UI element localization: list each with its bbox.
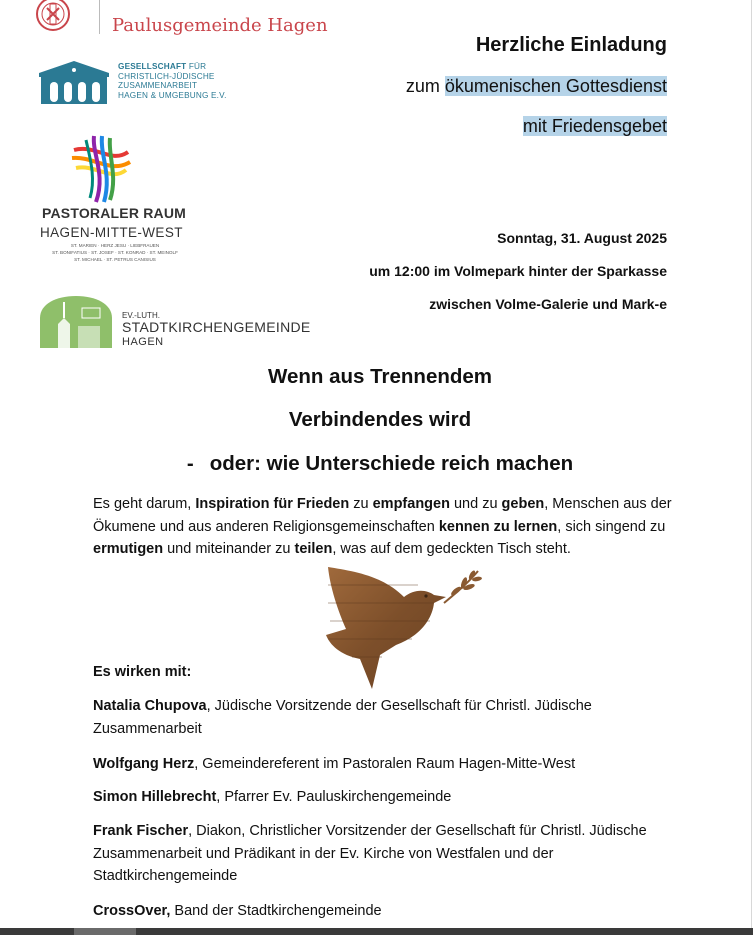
headline-line-2: Verbindendes wird bbox=[288, 408, 472, 431]
parish-name: Paulusgemeinde Hagen bbox=[112, 15, 328, 36]
gcjz-building-icon bbox=[37, 59, 111, 104]
contributor-item: CrossOver, Band der Stadtkirchengemeinde bbox=[93, 903, 382, 919]
pastoral-raum-cross-icon bbox=[66, 134, 136, 204]
event-date: Sonntag, 31. August 2025 bbox=[497, 230, 667, 246]
invitation-subtitle-2 bbox=[523, 116, 667, 137]
wooden-dove-icon bbox=[322, 563, 482, 693]
logo-divider bbox=[99, 0, 100, 34]
pastoral-raum-title: PASTORALER RAUM bbox=[42, 205, 187, 221]
horizontal-scrollbar[interactable] bbox=[0, 928, 753, 935]
stadtkirche-city: HAGEN bbox=[122, 336, 164, 348]
invitation-title: Herzliche Einladung bbox=[475, 34, 667, 56]
gcjz-name: GESELLSCHAFT FÜR CHRISTLICH-JÜDISCHE ZUSAMMENARBEIT HAGEN & UMGEBUNG E.V. bbox=[118, 62, 227, 100]
headline-line-3: - oder: wie Unterschiede reich machen bbox=[186, 452, 574, 475]
highlighted-text: mit Friedensgebet bbox=[522, 116, 667, 136]
paulus-seal-icon bbox=[35, 0, 71, 34]
event-location: zwischen Volme-Galerie und Mark-e bbox=[429, 296, 667, 312]
contributor-item: Natalia Chupova, Jüdische Vorsitzende der Gesellschaft für Christl. Jüdische Zusammenarbeit bbox=[93, 698, 592, 737]
event-time-place: um 12:00 im Volmepark hinter der Sparkasse bbox=[369, 263, 667, 279]
stadtkirche-church-icon bbox=[38, 294, 114, 348]
contributor-item: Wolfgang Herz, Gemeindereferent im Pastoralen Raum Hagen-Mitte-West bbox=[93, 756, 576, 772]
stadtkirche-prefix: EV.-LUTH. bbox=[122, 311, 160, 320]
contributor-item: Simon Hillebrecht, Pfarrer Ev. Pauluskirchengemeinde bbox=[93, 789, 452, 805]
intro-paragraph: Es geht darum, Inspiration für Frieden zu empfangen und zu geben, Menschen aus der Ökumene und aus anderen Religionsgemeinschaften kennen zu lernen, sich singend zu ermutigen und miteinander zu teilen, was auf dem gedeckten Tisch steht. bbox=[93, 496, 672, 557]
pastoral-raum-subtitle: HAGEN-MITTE-WEST bbox=[40, 225, 183, 240]
stadtkirche-name: STADTKIRCHENGEMEINDE bbox=[122, 319, 311, 335]
headline-line-1: Wenn aus Trennendem bbox=[267, 365, 493, 388]
contributors-heading: Es wirken mit: bbox=[93, 664, 192, 680]
scrollbar-thumb[interactable] bbox=[74, 928, 136, 935]
contributor-item: Frank Fischer, Diakon, Christlicher Vorsitzender der Gesellschaft für Christl. Jüdische Zusammenarbeit und Prädikant in der Ev. Kirche von Westfalen und der Stadtkirchengemeinde bbox=[93, 823, 647, 884]
highlighted-text: ökumenischen Gottesdienst bbox=[444, 76, 667, 96]
invitation-subtitle: zum ökumenischen Gottesdienst bbox=[405, 76, 667, 96]
pastoral-raum-parishes: ST. MARIEN · HERZ JESU · LIEBFRAUEN ST. BONIFATIUS · ST. JOSEF · ST. KONRAD · ST. MEINOLF ST. MICHAEL · ST. PETRUS CANISIUS bbox=[52, 243, 178, 262]
